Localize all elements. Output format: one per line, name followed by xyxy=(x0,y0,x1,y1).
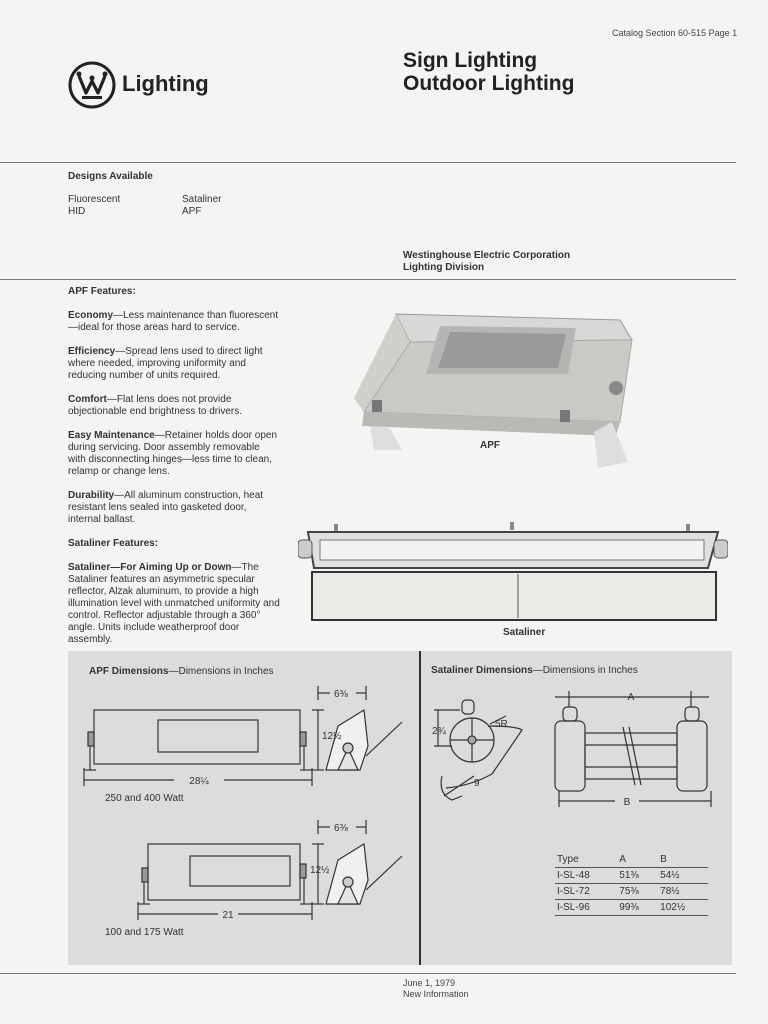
apf-photo-caption: APF xyxy=(480,440,500,451)
design-sataliner: Sataliner xyxy=(182,194,222,205)
table-cell: 75⅜ xyxy=(617,884,658,900)
table-cell: 54½ xyxy=(658,868,708,884)
table-cell: 78½ xyxy=(658,884,708,900)
apf-dims-title xyxy=(89,666,274,678)
design-fluorescent: Fluorescent xyxy=(68,194,121,205)
designs-col2 xyxy=(182,194,221,218)
table-row xyxy=(555,900,708,916)
apf-features xyxy=(68,286,280,658)
footer-note: New Information xyxy=(403,989,469,999)
table-header-b: B xyxy=(658,852,708,868)
company-block xyxy=(403,250,570,274)
apf-dims-heading: APF Dimensions xyxy=(89,666,169,677)
apf-dims-subheading: —Dimensions in Inches xyxy=(168,666,274,677)
design-hid: HID xyxy=(68,206,86,217)
feature-sataliner: Sataliner—For Aiming Up or Down—The Sataliner features an asymmetric specular reflector, Alzak aluminum, to provide a high illumination level with unmatched uniformity and control. Reflector adjustable through a 360° angle. Units include weatherproof door assembly. xyxy=(68,562,280,645)
feature-efficiency: Efficiency—Spread lens used to direct light where needed, improving uniformity and reducing number of units required. xyxy=(68,346,263,381)
page-title-line2: Outdoor Lighting xyxy=(403,72,575,95)
apf-400w-width: 28¼ xyxy=(189,776,209,787)
feature-economy: Economy—Less maintenance than fluorescent—ideal for those areas hard to service. xyxy=(68,310,279,333)
footer-divider xyxy=(0,973,736,974)
sataliner-side-height: 2¾ xyxy=(432,726,446,737)
catalog-reference: Catalog Section 60-515 Page 1 xyxy=(612,28,738,38)
sataliner-dims-title xyxy=(431,665,638,677)
apf-175w-height: 12½ xyxy=(310,865,330,876)
feature-easy-maintenance: Easy Maintenance—Retainer holds door open during servicing. Door assembly removable with disconnecting hinges—less time to clean, relamp or change lens. xyxy=(68,430,278,477)
apf-drawing-400w xyxy=(76,686,406,816)
apf-photo xyxy=(350,312,640,482)
sataliner-dim-b: B xyxy=(623,797,631,808)
apf-175w-wattage: 100 and 175 Watt xyxy=(105,927,184,938)
westinghouse-logo-icon xyxy=(68,61,116,109)
company-name: Westinghouse Electric Corporation xyxy=(403,250,571,261)
sataliner-photo xyxy=(298,520,728,629)
apf-400w-wattage: 250 and 400 Watt xyxy=(105,793,184,804)
table-cell: I-SL-48 xyxy=(555,868,617,884)
apf-features-heading: APF Features: xyxy=(68,286,136,297)
apf-400w-height: 12½ xyxy=(322,731,342,742)
table-header-type: Type xyxy=(555,852,617,868)
sataliner-side-length: 9 xyxy=(474,778,480,789)
sataliner-dims-table xyxy=(555,852,708,916)
feature-comfort: Comfort—Flat lens does not provide objectionable end brightness to drivers. xyxy=(68,394,242,417)
company-division: Lighting Division xyxy=(403,262,485,273)
sataliner-side-drawing xyxy=(430,690,540,810)
table-header-row xyxy=(555,852,708,868)
designs-heading: Designs Available xyxy=(68,171,153,182)
sataliner-dims-heading: Sataliner Dimensions xyxy=(431,665,533,676)
table-cell: 102½ xyxy=(658,900,708,916)
designs-col1 xyxy=(68,194,120,218)
table-cell: 99⅜ xyxy=(617,900,658,916)
table-cell: 51⅜ xyxy=(617,868,658,884)
feature-durability: Durability—All aluminum construction, heat resistant lens sealed into gasketed door, internal ballast. xyxy=(68,490,264,525)
sataliner-side-radius: 5R xyxy=(495,719,508,730)
panel-divider xyxy=(419,651,421,965)
section-divider xyxy=(0,279,736,280)
apf-drawing-175w xyxy=(76,818,406,948)
sataliner-front-drawing xyxy=(545,683,715,813)
sataliner-dim-a: A xyxy=(627,692,635,703)
table-cell: I-SL-96 xyxy=(555,900,617,916)
apf-175w-depth: 6⅜ xyxy=(334,823,348,834)
page-title-line1: Sign Lighting xyxy=(403,49,538,72)
table-header-a: A xyxy=(617,852,658,868)
table-row xyxy=(555,868,708,884)
westinghouse-logo xyxy=(68,61,116,114)
footer-date: June 1, 1979 xyxy=(403,978,456,988)
sataliner-features-heading: Sataliner Features: xyxy=(68,538,159,549)
header-divider xyxy=(0,162,736,163)
apf-400w-depth: 6⅜ xyxy=(334,689,348,700)
sataliner-photo-caption: Sataliner xyxy=(503,627,546,638)
sataliner-dims-subheading: —Dimensions in Inches xyxy=(532,665,638,676)
table-row xyxy=(555,884,708,900)
apf-175w-width: 21 xyxy=(222,910,234,921)
design-apf: APF xyxy=(182,206,202,217)
table-cell: I-SL-72 xyxy=(555,884,617,900)
brand-name: Lighting xyxy=(122,71,209,96)
footer-block xyxy=(403,978,469,1000)
